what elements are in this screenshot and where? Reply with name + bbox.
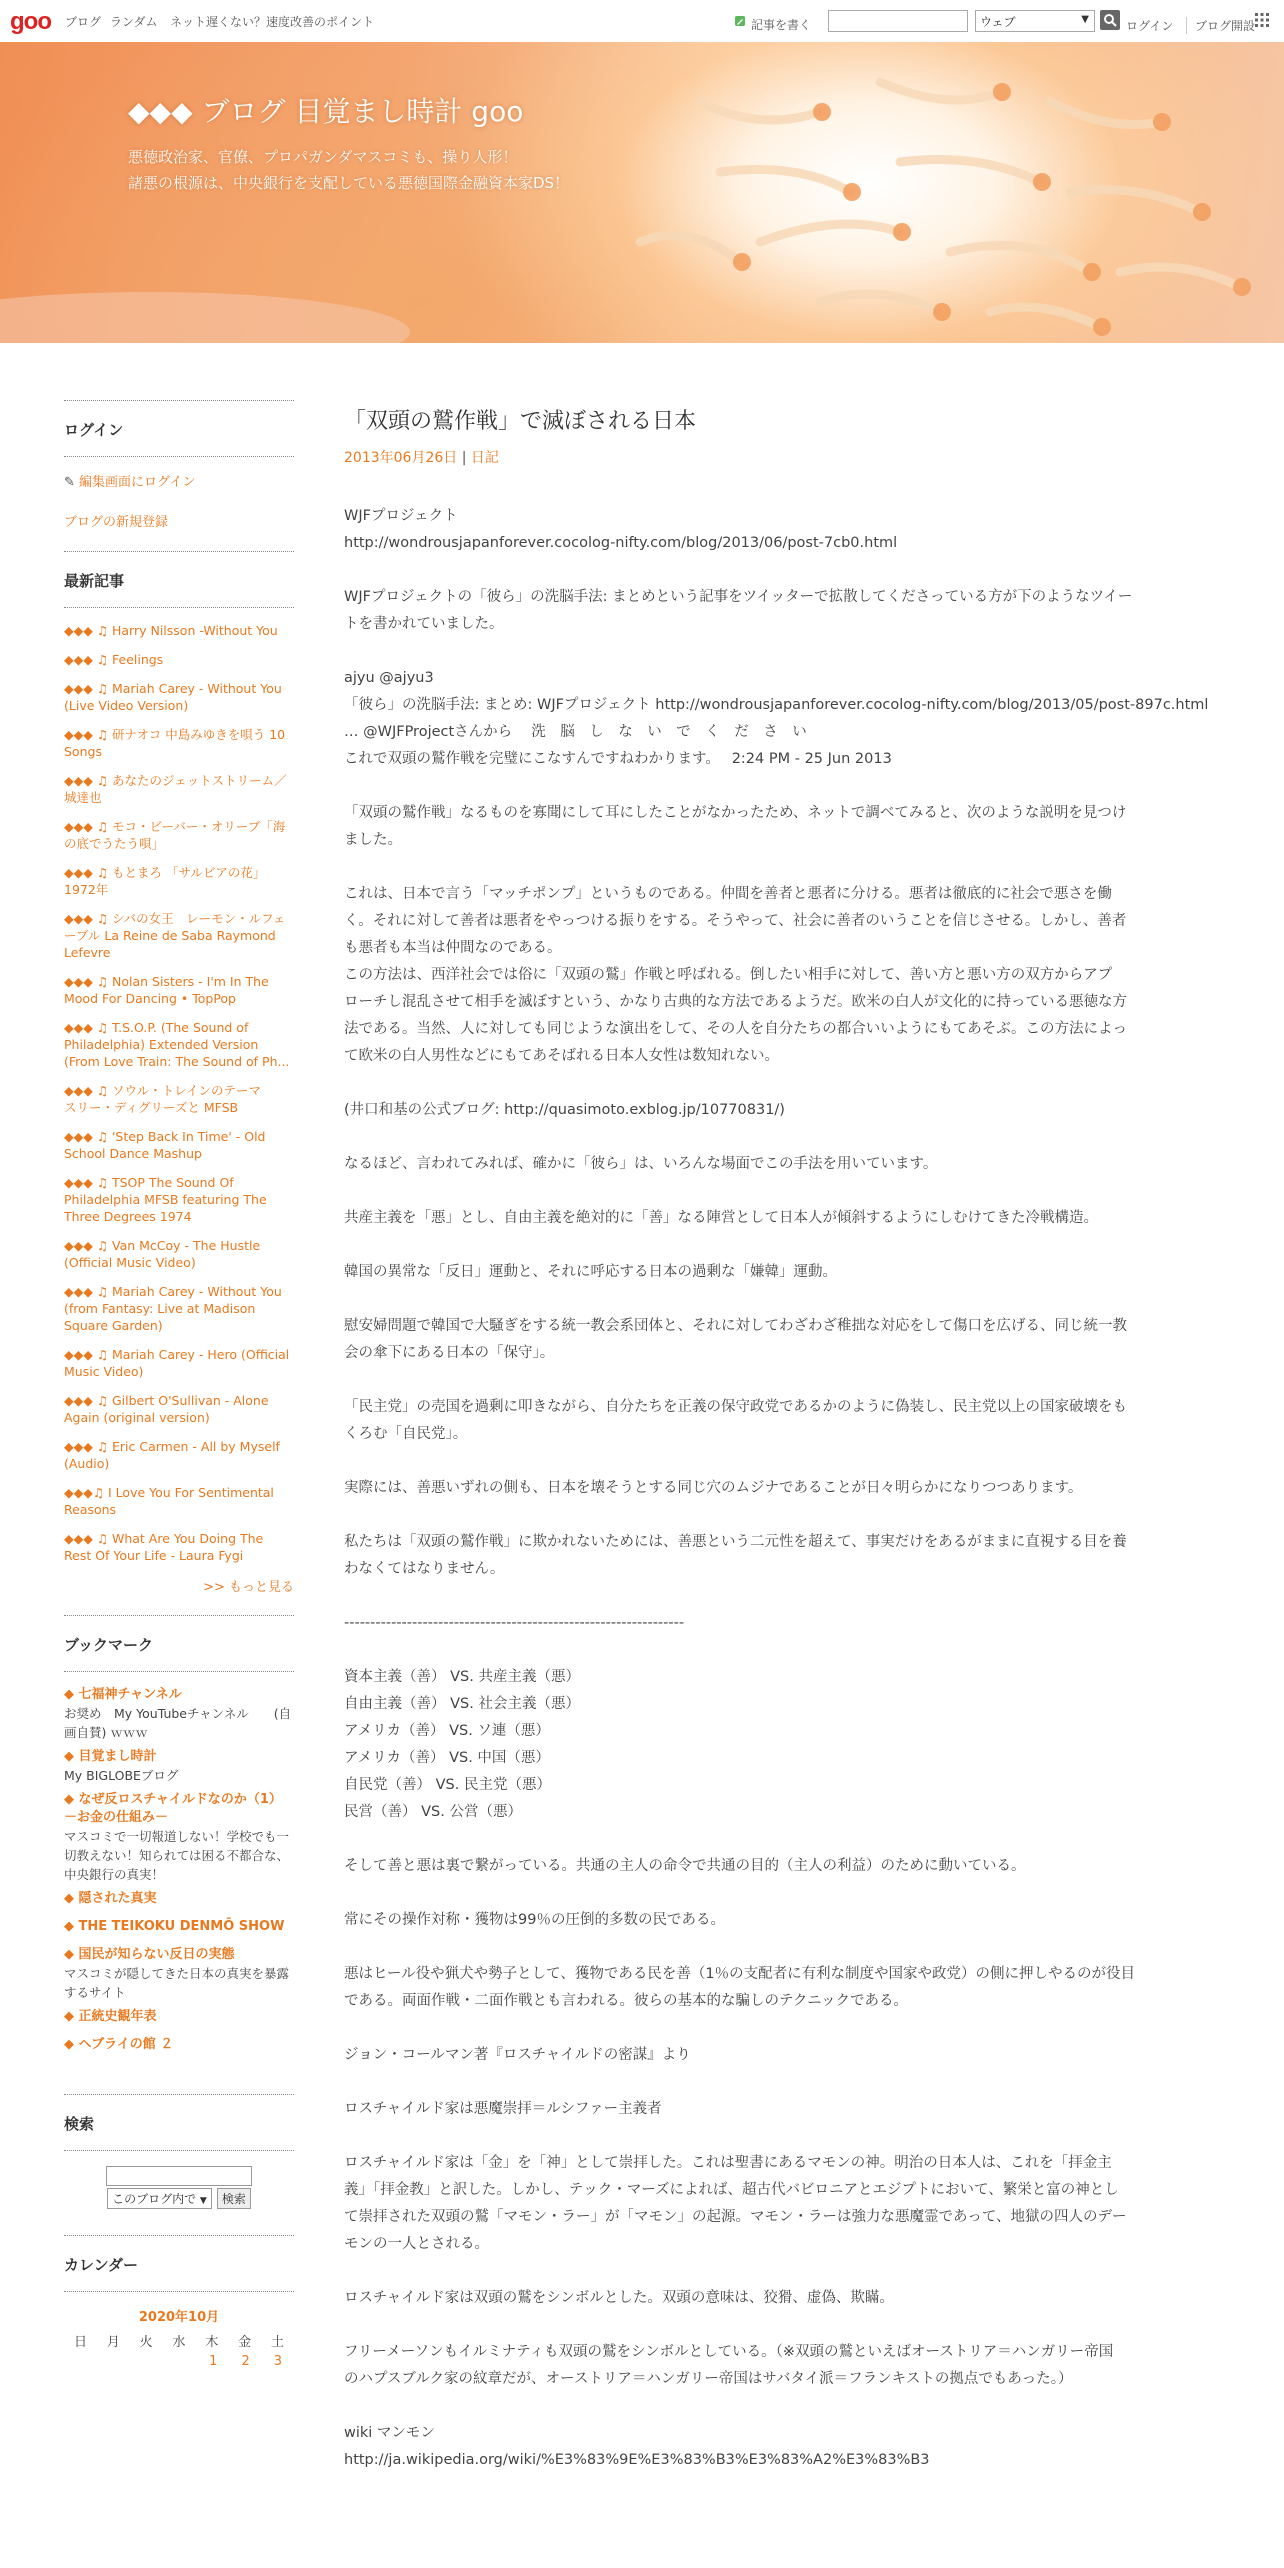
post-text-line: ロスチャイルド家は「金」を「神」として崇拝した。これは聖書にあるマモンの神。明治の日本人は、これを「拝金主 [344, 2155, 1112, 2171]
recent-post-link[interactable]: ◆◆◆ ♫ Mariah Carey - Without You (Live Video Version) [64, 681, 282, 713]
post-text-line: 慰安婦問題で韓国で大騒ぎをする統一教会系団体と、それに対してわざわざ稚拙な対応をして傷口を広げる、同じ統一教 [344, 1318, 1127, 1334]
bookmark-link[interactable]: ◆ 目覚まし時計 [64, 1749, 157, 1764]
post-paragraph [344, 2285, 1216, 2312]
calendar-month: 2020年10月 [138, 2309, 220, 2325]
post-paragraph [344, 1313, 1216, 1367]
recent-post-link[interactable]: ◆◆◆ ♫ T.S.O.P. (The Sound of Philadelphia) Extended Version (From Love Train: The Sound of Ph... [64, 1020, 290, 1069]
post-text-line: ロスチャイルド家は悪魔崇拝＝ルシファー主義者 [344, 2101, 662, 2117]
bookmark-item [64, 1686, 294, 1742]
post-paragraph [344, 800, 1216, 854]
bookmark-item [64, 1890, 294, 1908]
weekday-label: 木 [205, 2334, 219, 2350]
post-text-line: である。両面作戦・二面作戦とも言われる。彼らの基本的な騙しのテクニックである。 [344, 1993, 909, 2009]
post-text-line: 「民主党」の売国を過剰に叩きながら、自分たちを正義の保守政党であるかのように偽装し、民主党以上の国家破壊をも [344, 1399, 1127, 1415]
recent-post-link[interactable]: ◆◆◆ ♫ Gilbert O'Sullivan - Alone Again (original version) [64, 1393, 269, 1425]
post-text-line: 民営（善） VS. 公営（悪） [344, 1804, 522, 1820]
write-post-link[interactable]: 記事を書く [751, 18, 812, 32]
post-paragraph [344, 1205, 1216, 1232]
recent-post-link[interactable]: ◆◆◆ ♫ シバの女王 レーモン・ルフェーブル La Reine de Saba Raymond Lefevre [64, 911, 286, 960]
bookmark-description: マスコミで一切報道しない！学校でも一切教えない！知られては困る不都合な、中央銀行の真実！ [64, 1829, 290, 1882]
post-text-line: アメリカ（善） VS. ソ連（悪） [344, 1723, 550, 1739]
post-text-line: 法である。当然、人に対しても同じような演出をして、その人を自分たちの都合いいようにもてあそぶ。この方法によっ [344, 1021, 1127, 1037]
post-body [344, 503, 1216, 2474]
post-text-line: そして善と悪は裏で繋がっている。共通の主人の命令で共通の目的（主人の利益）のために動いている。 [344, 1858, 1026, 1874]
top-link-speed[interactable]: ネット遅くない？速度改善のポイント [170, 15, 375, 29]
chevron-down-icon: ▼ [199, 2195, 207, 2206]
post-paragraph [344, 881, 1216, 1070]
top-open-blog-link[interactable]: ブログ開設 [1186, 17, 1255, 34]
post-text-line: ジョン・コールマン著『ロスチャイルドの密謀』より [344, 2047, 691, 2063]
pencil-icon: ✎ [64, 475, 75, 490]
post-text-line: 私たちは「双頭の鷲作戦」に欺かれないためには、善悪という二元性を超えて、事実だけをあるがままに直視する目を養 [344, 1534, 1127, 1550]
bookmark-item [64, 1748, 294, 1785]
recent-post-link[interactable]: ◆◆◆ ♫ 研ナオコ 中島みゆきを唄う 10 Songs [64, 727, 286, 759]
top-link-blog[interactable]: ブログ [65, 15, 102, 29]
post-paragraph [344, 1853, 1216, 1880]
weekday-label: 月 [106, 2334, 120, 2350]
bookmark-item [64, 1946, 294, 2002]
post-paragraph [344, 1394, 1216, 1448]
recent-post-link[interactable]: ◆◆◆ ♫ ソウル・トレインのテーマ スリー・ディグリーズと MFSB [64, 1083, 287, 1115]
bookmark-description: My BIGLOBEブログ [64, 1768, 179, 1783]
sidebar-search-scope-select[interactable] [107, 2188, 212, 2209]
post-paragraph [344, 1475, 1216, 1502]
top-link-random[interactable]: ランダム [110, 15, 158, 29]
recent-post-link[interactable]: ◆◆◆ ♫ Mariah Carey - Without You (from Fantasy: Live at Madison Square Garden) [64, 1284, 282, 1333]
calendar-day[interactable]: 2 [241, 2353, 250, 2369]
bookmark-item [64, 2036, 294, 2054]
post-text-line: 「彼ら」の洗脳手法: まとめ: WJFプロジェクト http://wondrousjapanforever.cocolog-nifty.com/blog/2013/05/post-897c.html [344, 697, 1209, 713]
post-paragraph [344, 1259, 1216, 1286]
top-bar [0, 0, 1284, 43]
blog-header [0, 42, 1284, 343]
weekday-label: 土 [270, 2334, 284, 2350]
sidebar [64, 400, 294, 2369]
recent-post-link[interactable]: ◆◆◆ ♫ What Are You Doing The Rest Of Your Life - Laura Fygi [64, 1531, 264, 1563]
post-text-line: なるほど、言われてみれば、確かに「彼ら」は、いろんな場面でこの手法を用いています。 [344, 1156, 938, 1172]
edit-login-link[interactable] [64, 471, 294, 490]
post-text-line: ロスチャイルド家は双頭の鷲をシンボルとした。双頭の意味は、狡猾、虚偽、欺瞞。 [344, 2290, 894, 2306]
recent-post-link[interactable]: ◆◆◆ ♫ Feelings [64, 652, 164, 667]
recent-post-link[interactable]: ◆◆◆ ♫ 'Step Back In Time' - Old School Dance Mashup [64, 1129, 266, 1161]
main-content [344, 400, 1216, 2501]
post-text-line: ました。 [344, 832, 402, 848]
post-title[interactable]: 「双頭の鷲作戦」で滅ぼされる日本 [344, 409, 697, 434]
calendar-day[interactable]: 3 [273, 2353, 282, 2369]
sidebar-search-scope-value: このブログ内で [112, 2191, 197, 2206]
calendar-day[interactable]: 1 [209, 2353, 218, 2369]
top-search-input[interactable] [828, 10, 968, 32]
post-paragraph [344, 2096, 1216, 2123]
search-icon [1100, 10, 1120, 30]
post-date[interactable]: 2013年06月26日 [344, 450, 458, 466]
bookmark-item [64, 2008, 294, 2026]
top-login-link[interactable]: ログイン [1126, 19, 1174, 33]
recent-post-link[interactable]: ◆◆◆♫ I Love You For Sentimental Reasons [64, 1485, 274, 1517]
post-text-line: ローチし混乱させて相手を滅ぼすという、かなり古典的な方法であるようだ。欧米の白人が文化的に持っている悪徳な方 [344, 994, 1127, 1010]
post-paragraph [344, 1664, 1216, 1826]
goo-logo[interactable]: goo [10, 8, 51, 35]
bookmark-link[interactable]: ◆ ヘブライの館 ２ [64, 2037, 174, 2052]
post-text-line: 会の傘下にある日本の「保守」。 [344, 1345, 555, 1361]
post-text-line: も悪者も本当は仲間なのである。 [344, 940, 562, 956]
login-heading: ログイン [64, 401, 294, 457]
bookmark-link[interactable]: ◆ 国民が知らない反日の実態 [64, 1947, 235, 1962]
recent-posts-list [64, 622, 294, 1564]
post-text-line: トを書かれていました。 [344, 616, 504, 632]
sidebar-search-form [64, 2165, 294, 2209]
recent-post-link[interactable]: ◆◆◆ ♫ Nolan Sisters - I'm In The Mood For Dancing • TopPop [64, 974, 269, 1006]
post-text-line: http://ja.wikipedia.org/wiki/%E3%83%9E%E3%83%B3%E3%83%A2%E3%83%B3 [344, 2452, 930, 2468]
post-paragraph [344, 2150, 1216, 2258]
recent-post-link[interactable]: ◆◆◆ ♫ Eric Carmen - All by Myself (Audio) [64, 1439, 280, 1471]
post-text-line: のハプスブルク家の紋章だが、オーストリア＝ハンガリー帝国はサバタイ派＝フランキストの拠点でもあった。） [344, 2371, 1073, 2387]
recent-post-link[interactable]: ◆◆◆ ♫ Van McCoy - The Hustle (Official Music Video) [64, 1238, 261, 1270]
post-text-line: … @WJFProjectさんから 洗 脳 し な い で く だ さ い [344, 724, 807, 740]
post-text-line: 共産主義を「悪」とし、自由主義を絶対的に「善」なる陣営として日本人が傾斜するようにしむけてきた冷戦構造。 [344, 1210, 1098, 1226]
meta-separator: | [461, 450, 471, 466]
search-scope-select[interactable] [975, 10, 1095, 32]
post-text-line: 常にその操作対称・獲物は99％の圧倒的多数の民である。 [344, 1912, 725, 1928]
post-text-line: 自由主義（善） VS. 社会主義（悪） [344, 1696, 580, 1712]
post-text-line: ajyu @ajyu3 [344, 670, 434, 686]
post-paragraph [344, 2042, 1216, 2069]
post-paragraph [344, 584, 1216, 638]
post-text-line: て崇拝された双頭の鷲「マモン・ラー」が「マモン」の起源。マモン・ラーは強力な悪魔霊であって、地獄の四人のデー [344, 2209, 1127, 2225]
bookmark-description: お奨め My YouTubeチャンネル (自画自賛) ｗｗｗ [64, 1706, 292, 1740]
post-paragraph [344, 2420, 1216, 2474]
post-paragraph [344, 1961, 1216, 2015]
calendar-heading: カレンダー [64, 2236, 294, 2292]
blog-title[interactable]: ◆◆◆ ブログ 目覚まし時計 goo [128, 95, 524, 128]
blog-description-line2: 諸悪の根源は、中央銀行を支配している悪徳国際金融資本家DS！ [128, 174, 570, 192]
post-text-line: (井口和基の公式ブログ: http://quasimoto.exblog.jp/10770831/) [344, 1102, 785, 1118]
post-category[interactable]: 日記 [470, 450, 499, 466]
recent-post-link[interactable]: ◆◆◆ ♫ Harry Nilsson -Without You [64, 623, 278, 638]
bookmark-heading: ブックマーク [64, 1616, 294, 1672]
post-paragraph [344, 1097, 1216, 1124]
recent-post-link[interactable]: ◆◆◆ ♫ あなたのジェットストリーム／城達也 [64, 773, 287, 805]
bookmark-link[interactable]: ◆ 七福神チャンネル [64, 1687, 182, 1702]
post-paragraph [344, 1151, 1216, 1178]
post-text-line: 悪はヒール役や猟犬や勢子として、獲物である民を善（1％の支配者に有利な制度や国家や政党）の側に押しやるのが役目 [344, 1966, 1136, 1982]
post-text-line: 実際には、善悪いずれの側も、日本を壊そうとする同じ穴のムジナであることが日々明らかになりつつあります。 [344, 1480, 1083, 1496]
post-paragraph [344, 1907, 1216, 1934]
post-paragraph [344, 503, 1216, 557]
weekday-label: 水 [172, 2334, 186, 2350]
recent-post-link[interactable]: ◆◆◆ ♫ モコ・ビーバー・オリーブ「海の底でうたう唄」 [64, 819, 286, 851]
post-text-line: 自民党（善） VS. 民主党（悪） [344, 1777, 551, 1793]
post-text-line: くろむ「自民党」。 [344, 1426, 468, 1442]
post-paragraph [344, 665, 1216, 773]
post-text-line: 韓国の異常な「反日」運動と、それに呼応する日本の過剰な「嫌韓」運動。 [344, 1264, 837, 1280]
calendar-week-row [64, 2350, 294, 2369]
post-text-line: WJFプロジェクトの「彼ら」の洗脳手法: まとめという記事をツイッターで拡散してくださっている方が下のようなツイー [344, 589, 1133, 605]
post-text-line: モンの一人とされる。 [344, 2236, 489, 2252]
weekday-label: 金 [238, 2334, 252, 2350]
weekday-label: 火 [139, 2334, 153, 2350]
chevron-down-icon: ▼ [1081, 14, 1089, 25]
calendar-weekday-row [64, 2331, 294, 2350]
post-text-line: これで双頭の鷲作戦を完璧にこなすんですねわかります。 2:24 PM - 25 Jun 2013 [344, 751, 892, 767]
recent-post-link[interactable]: ◆◆◆ ♫ Mariah Carey - Hero (Official Music Video) [64, 1347, 290, 1379]
post-text-line: わなくてはなりません。 [344, 1561, 505, 1577]
post-text-line: アメリカ（善） VS. 中国（悪） [344, 1750, 550, 1766]
edit-login-label: 編集画面にログイン [79, 475, 196, 490]
post-text-line: wiki マンモン [344, 2425, 435, 2441]
post-text-line: この方法は、西洋社会では俗に「双頭の鷲」作戦と呼ばれる。倒したい相手に対して、善い方と悪い方の双方からアプ [344, 967, 1113, 983]
bookmark-link[interactable]: ◆ 隠された真実 [64, 1891, 157, 1906]
recent-post-link[interactable]: ◆◆◆ ♫ もとまろ 「サルビアの花」 1972年 [64, 865, 266, 897]
bookmark-item [64, 1791, 294, 1884]
post-text-line: 義」「拝金教」と訳した。しかし、テック・マーズによれば、超古代バビロニアとエジプトにおいて、繁栄と富の神とし [344, 2182, 1119, 2198]
post-text-line: 資本主義（善） VS. 共産主義（悪） [344, 1669, 580, 1685]
bookmark-link[interactable]: ◆ THE TEIKOKU DENMŌ SHOW [64, 1919, 285, 1934]
bookmark-link[interactable]: ◆ なぜ反ロスチャイルドなのか（1）－お金の仕組み－ [64, 1792, 282, 1825]
post-text-line: フリーメーソンもイルミナティも双頭の鷲をシンボルとしている。（※双頭の鷲といえばオーストリア＝ハンガリー帝国 [344, 2344, 1114, 2360]
post-text-line: http://wondrousjapanforever.cocolog-nifty.com/blog/2013/06/post-7cb0.html [344, 535, 898, 551]
recent-post-link[interactable]: ◆◆◆ ♫ TSOP The Sound Of Philadelphia MFSB featuring The Three Degrees 1974 [64, 1175, 267, 1224]
bookmark-link[interactable]: ◆ 正統史観年表 [64, 2009, 157, 2024]
post-text-line: 「双頭の鷲作戦」なるものを寡聞にして耳にしたことがなかったため、ネットで調べてみると、次のような説明を見つけ [344, 805, 1127, 821]
post-text-line: て欧米の白人男性などにもてあそばれる日本人女性は数知れない。 [344, 1048, 779, 1064]
bookmark-item [64, 1918, 294, 1936]
sidebar-search-button[interactable]: 検索 [217, 2188, 251, 2209]
post-text-line: WJFプロジェクト [344, 508, 458, 524]
blog-description-line1: 悪徳政治家、官僚、プロパガンダマスコミも、操り人形！ [128, 148, 518, 166]
pencil-icon [733, 14, 747, 28]
recent-posts-heading: 最新記事 [64, 552, 294, 608]
post-text-line: これは、日本で言う「マッチポンプ」というものである。仲間を善者と悪者に分ける。悪者は徹底的に社会で悪さを働 [344, 886, 1112, 902]
weekday-label: 日 [74, 2334, 88, 2350]
post-paragraph [344, 2339, 1216, 2393]
new-blog-register-link[interactable]: ブログの新規登録 [64, 515, 169, 530]
post-paragraph [344, 1529, 1216, 1583]
post-text-line: く。それに対して善者は悪者をやっつける振りをする。そうやって、社会に善者のいうことを信じさせる。しかし、善者 [344, 913, 1127, 929]
post-paragraph [344, 1610, 1216, 1637]
calendar [64, 2306, 294, 2369]
more-posts-link[interactable]: >> もっと見る [203, 1580, 294, 1595]
post-text-line: ----------------------------------------------------------------- [344, 1615, 685, 1631]
search-scope-value: ウェブ [980, 15, 1016, 29]
sidebar-search-input[interactable] [106, 2166, 252, 2186]
grid-menu-icon[interactable] [1254, 12, 1270, 28]
bookmark-description: マスコミが隠してきた日本の真実を暴露するサイト [64, 1966, 290, 2000]
post-meta [344, 447, 1216, 467]
search-heading: 検索 [64, 2095, 294, 2151]
search-go-button[interactable] [1100, 10, 1120, 30]
